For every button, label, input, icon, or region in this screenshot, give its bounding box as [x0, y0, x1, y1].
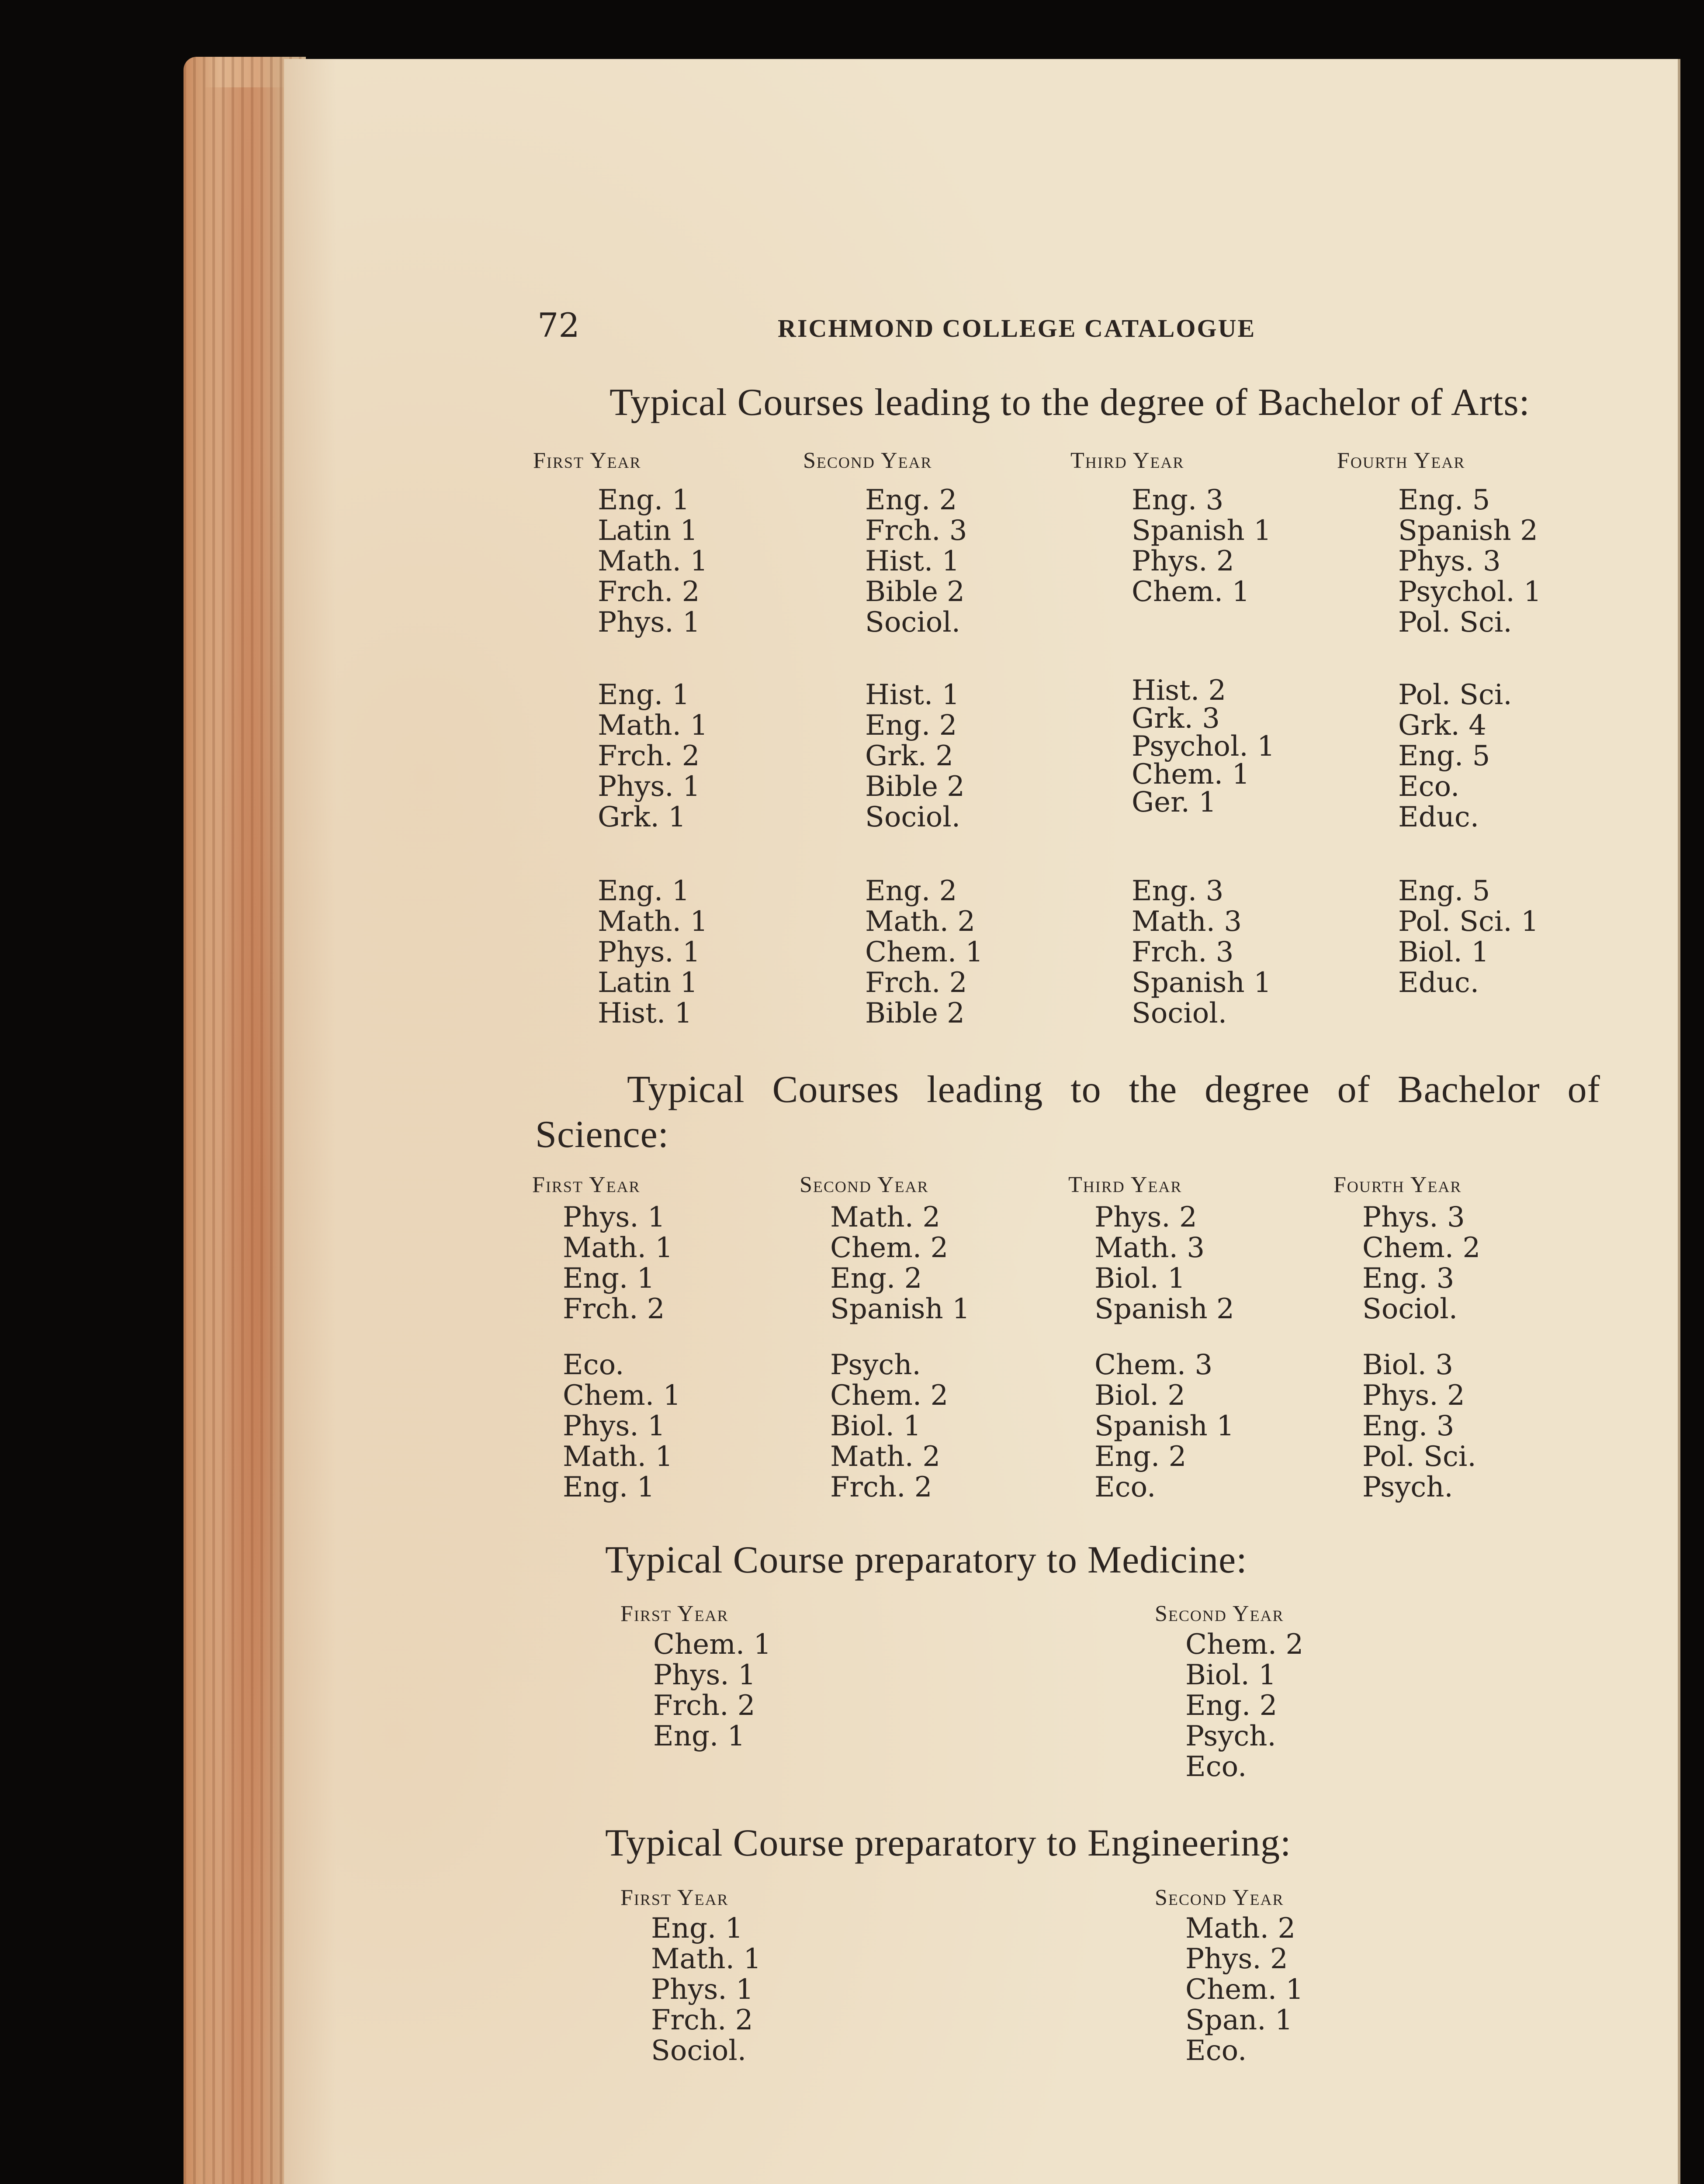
course-entry: Phys. 1 [563, 1410, 665, 1442]
course-entry: Chem. 1 [865, 936, 984, 968]
course-entry: Phys. 3 [1398, 545, 1501, 577]
course-entry: Bible 2 [865, 771, 965, 803]
course-entry: Eng. 1 [563, 1471, 655, 1503]
course-entry: Biol. 1 [1398, 936, 1489, 968]
course-entry: Sociol. [1132, 997, 1227, 1030]
course-entry: Math. 1 [598, 905, 708, 938]
course-entry: Eng. 3 [1132, 484, 1224, 516]
year-heading: Fourth Year [1337, 448, 1465, 473]
course-entry: Latin 1 [598, 967, 698, 999]
course-entry: Math. 1 [651, 1943, 762, 1975]
course-entry: Pol. Sci. [1398, 606, 1512, 639]
course-entry: Biol. 1 [1094, 1262, 1185, 1295]
science-heading-line2: Science: [535, 1113, 669, 1156]
year-heading: First Year [620, 1885, 729, 1910]
course-entry: Chem. 1 [563, 1379, 681, 1412]
course-entry: Educ. [1398, 967, 1479, 999]
year-heading: First Year [533, 448, 641, 473]
course-entry: Biol. 1 [1185, 1659, 1276, 1691]
course-entry: Eng. 5 [1398, 875, 1490, 907]
year-heading: Second Year [1155, 1601, 1284, 1626]
course-entry: Eng. 1 [563, 1262, 655, 1295]
course-entry: Frch. 2 [563, 1293, 665, 1325]
arts-heading: Typical Courses leading to the degree of Bachelor of Arts: [610, 381, 1531, 424]
course-entry: Frch. 2 [865, 967, 967, 999]
course-entry: Eco. [1094, 1471, 1156, 1503]
course-entry: Span. 1 [1185, 2004, 1293, 2036]
course-entry: Psychol. 1 [1398, 576, 1541, 608]
year-heading: Third Year [1070, 448, 1184, 473]
course-entry: Eng. 1 [651, 1912, 743, 1945]
course-entry: Sociol. [865, 606, 961, 639]
course-entry: Grk. 3 [1132, 702, 1220, 735]
course-entry: Biol. 3 [1362, 1349, 1453, 1381]
science-heading-line1: Typical Courses leading to the degree of Bachelor of [627, 1068, 1600, 1111]
course-entry: Phys. 2 [1185, 1943, 1288, 1975]
course-entry: Eco. [563, 1349, 624, 1381]
course-entry: Hist. 1 [598, 997, 693, 1030]
year-heading: Second Year [803, 448, 932, 473]
course-entry: Biol. 1 [830, 1410, 921, 1442]
course-entry: Eco. [1185, 1751, 1247, 1783]
course-entry: Psych. [1185, 1720, 1276, 1752]
course-entry: Phys. 1 [598, 936, 700, 968]
catalogue-page [284, 59, 1680, 2184]
course-entry: Eng. 1 [598, 484, 690, 516]
course-entry: Spanish 2 [1398, 515, 1538, 547]
course-entry: Spanish 2 [1094, 1293, 1234, 1325]
course-entry: Bible 2 [865, 997, 965, 1030]
course-entry: Spanish 1 [1132, 967, 1271, 999]
course-entry: Eng. 2 [1094, 1441, 1187, 1473]
year-heading: Fourth Year [1333, 1172, 1462, 1197]
course-entry: Chem. 1 [1185, 1973, 1304, 2006]
course-entry: Eng. 5 [1398, 740, 1490, 772]
course-entry: Chem. 1 [1132, 758, 1250, 791]
year-heading: First Year [620, 1601, 729, 1626]
course-entry: Math. 2 [830, 1201, 941, 1234]
course-entry: Phys. 1 [651, 1973, 754, 2006]
year-heading: Second Year [1155, 1885, 1284, 1910]
course-entry: Eng. 5 [1398, 484, 1490, 516]
course-entry: Eng. 1 [598, 875, 690, 907]
course-entry: Phys. 1 [598, 771, 700, 803]
course-entry: Phys. 2 [1132, 545, 1234, 577]
course-entry: Eng. 3 [1362, 1262, 1455, 1295]
course-entry: Eco. [1185, 2035, 1247, 2067]
course-entry: Eng. 3 [1132, 875, 1224, 907]
course-entry: Frch. 2 [653, 1690, 755, 1722]
course-entry: Frch. 3 [1132, 936, 1234, 968]
course-entry: Frch. 2 [598, 740, 700, 772]
course-entry: Sociol. [1362, 1293, 1458, 1325]
course-entry: Hist. 1 [865, 679, 960, 711]
course-entry: Chem. 1 [1132, 576, 1250, 608]
course-entry: Math. 1 [598, 709, 708, 742]
course-entry: Eng. 2 [830, 1262, 922, 1295]
course-entry: Spanish 1 [1094, 1410, 1234, 1442]
course-entry: Bible 2 [865, 576, 965, 608]
course-entry: Psych. [1362, 1471, 1453, 1503]
course-entry: Math. 3 [1094, 1232, 1205, 1264]
course-entry: Chem. 2 [1185, 1628, 1304, 1661]
course-entry: Hist. 2 [1132, 674, 1226, 707]
course-entry: Eng. 1 [653, 1720, 745, 1752]
medicine-heading: Typical Course preparatory to Medicine: [605, 1539, 1247, 1581]
course-entry: Spanish 1 [1132, 515, 1271, 547]
course-entry: Grk. 1 [598, 801, 686, 833]
course-entry: Math. 3 [1132, 905, 1242, 938]
course-entry: Phys. 1 [598, 606, 700, 639]
course-entry: Eng. 2 [865, 709, 957, 742]
course-entry: Math. 2 [1185, 1912, 1296, 1945]
engineering-heading: Typical Course preparatory to Engineering: [605, 1822, 1292, 1864]
course-entry: Psych. [830, 1349, 921, 1381]
year-heading: Second Year [800, 1172, 929, 1197]
running-head: RICHMOND COLLEGE CATALOGUE [778, 314, 1256, 342]
year-heading: Third Year [1068, 1172, 1182, 1197]
course-entry: Math. 2 [830, 1441, 941, 1473]
course-entry: Math. 1 [563, 1232, 673, 1264]
course-entry: Eng. 1 [598, 679, 690, 711]
course-entry: Educ. [1398, 801, 1479, 833]
course-entry: Math. 2 [865, 905, 976, 938]
course-entry: Chem. 2 [830, 1379, 949, 1412]
year-heading: First Year [532, 1172, 641, 1197]
course-entry: Eco. [1398, 771, 1460, 803]
course-entry: Grk. 4 [1398, 709, 1486, 742]
course-entry: Chem. 2 [830, 1232, 949, 1264]
course-entry: Grk. 2 [865, 740, 953, 772]
course-entry: Frch. 2 [651, 2004, 753, 2036]
course-entry: Math. 1 [563, 1441, 673, 1473]
course-entry: Latin 1 [598, 515, 698, 547]
course-entry: Phys. 1 [653, 1659, 756, 1691]
course-entry: Psychol. 1 [1132, 730, 1275, 763]
course-entry: Frch. 2 [598, 576, 700, 608]
course-entry: Biol. 2 [1094, 1379, 1185, 1412]
course-entry: Sociol. [651, 2035, 747, 2067]
course-entry: Chem. 3 [1094, 1349, 1213, 1381]
course-entry: Phys. 2 [1094, 1201, 1197, 1234]
course-entry: Eng. 2 [865, 875, 957, 907]
course-entry: Sociol. [865, 801, 961, 833]
course-entry: Hist. 1 [865, 545, 960, 577]
course-entry: Frch. 3 [865, 515, 967, 547]
course-entry: Phys. 3 [1362, 1201, 1465, 1234]
course-entry: Eng. 2 [865, 484, 957, 516]
page-number: 72 [537, 306, 580, 345]
course-entry: Eng. 3 [1362, 1410, 1455, 1442]
course-entry: Pol. Sci. [1362, 1441, 1476, 1473]
course-entry: Ger. 1 [1132, 786, 1216, 819]
course-entry: Pol. Sci. [1398, 679, 1512, 711]
course-entry: Chem. 1 [653, 1628, 772, 1661]
course-entry: Chem. 2 [1362, 1232, 1481, 1264]
course-entry: Phys. 1 [563, 1201, 665, 1234]
course-entry: Spanish 1 [830, 1293, 970, 1325]
course-entry: Eng. 2 [1185, 1690, 1278, 1722]
course-entry: Math. 1 [598, 545, 708, 577]
course-entry: Frch. 2 [830, 1471, 932, 1503]
course-entry: Phys. 2 [1362, 1379, 1465, 1412]
course-entry: Pol. Sci. 1 [1398, 905, 1539, 938]
